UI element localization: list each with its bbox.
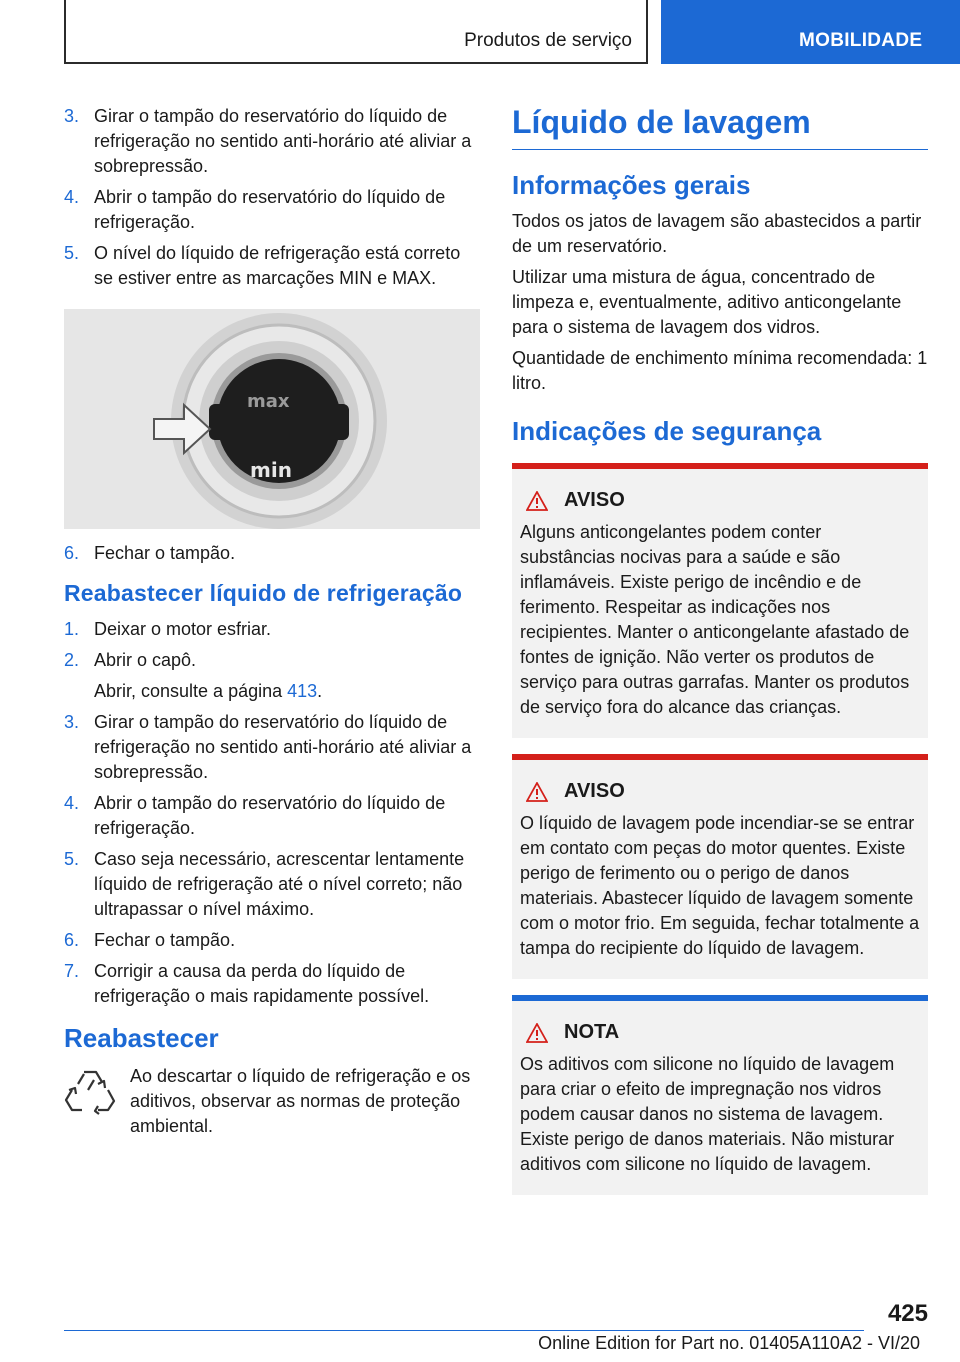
paragraph: Utilizar uma mistura de água, concentrado de limpeza e, eventualmente, aditivo anticongelante para o sistema de lavagem dos vidros. xyxy=(512,267,902,337)
page-reference: Abrir, consulte a página 413. xyxy=(94,681,323,701)
page-link[interactable]: 413 xyxy=(287,681,318,701)
section-heading: Reabastecer xyxy=(64,1023,219,1053)
page-title: Líquido de lavagem xyxy=(512,104,928,150)
min-mark: min xyxy=(250,458,292,482)
paragraph: Todos os jatos de lavagem são abastecidos a partir de um reservatório. xyxy=(512,211,922,256)
max-mark: max xyxy=(247,391,290,412)
note-box xyxy=(512,995,928,1195)
right-column xyxy=(512,104,928,1195)
list-item: 1. Deixar o motor esfriar. xyxy=(64,619,272,639)
recycle-icon xyxy=(64,1064,130,1139)
section-heading: Indicações de segurança xyxy=(512,416,822,446)
footer-edition: Online Edition for Part no. 01405A110A2 - VI/20 xyxy=(538,1333,920,1353)
warning-triangle-icon xyxy=(526,782,548,802)
warning-triangle-icon xyxy=(526,491,548,511)
header-section-tab xyxy=(64,0,648,64)
environment-text: Ao descartar o líquido de refrigeração e os aditivos, observar as normas de proteção ambiental. xyxy=(130,1066,471,1136)
warning-text: Alguns anticongelantes podem conter substâncias nocivas para a saúde e são inflamáveis. Existe perigo de incêndio e de ferimento. Respeitar as indicações nos recipientes. Manter o anticongelante afastado de fontes de ignição. Não verter os produtos de serviço para outras garrafas. Manter os produtos de serviço fora do alcance das crianças. xyxy=(520,522,910,717)
list-item: 7. Corrigir a causa da perda do líquido de refrigeração o mais rapidamente possível. xyxy=(64,961,430,1006)
warning-box xyxy=(512,754,928,979)
list-item: 5. Caso seja necessário, acrescentar lentamente líquido de refrigeração até o nível correto; não ultrapassar o nível máximo. xyxy=(64,849,465,919)
list-item: 3. Girar o tampão do reservatório do líquido de refrigeração no sentido anti-horário até aliviar a sobrepressão. xyxy=(64,712,472,782)
list-item: 5. O nível do líquido de refrigeração está correto se estiver entre as marcações MIN e MAX. xyxy=(64,243,461,288)
warning-label: AVISO xyxy=(564,489,625,511)
note-label: NOTA xyxy=(564,1021,620,1043)
coolant-reservoir-photo xyxy=(64,309,480,529)
list-item: 2. Abrir o capô. xyxy=(64,650,197,670)
warning-label: AVISO xyxy=(564,780,625,802)
list-item: 6. Fechar o tampão. xyxy=(64,930,236,950)
environment-note xyxy=(64,1064,476,1139)
header-chapter-tab xyxy=(661,0,960,64)
footer-divider xyxy=(64,1330,864,1331)
section-heading: Reabastecer líquido de refrigeração xyxy=(64,580,463,606)
header-chapter-label: MOBILIDADE xyxy=(799,30,923,51)
section-heading: Informações gerais xyxy=(512,170,751,200)
warning-text: O líquido de lavagem pode incendiar-se se entrar em contato com peças do motor quentes. Existe perigo de ferimento ou o perigo de danos materiais. Abastecer líquido de lavagem somente com o motor frio. Em seguida, fechar totalmente a tampa do recipiente do líquido de lavagem. xyxy=(520,813,920,958)
page-number: 425 xyxy=(887,1300,928,1327)
list-item: 3. Girar o tampão do reservatório do líquido de refrigeração no sentido anti-horário até aliviar a sobrepressão. xyxy=(64,106,472,176)
left-column xyxy=(64,104,476,1139)
header-section-label: Produtos de serviço xyxy=(464,30,632,51)
list-item: 6. Fechar o tampão. xyxy=(64,543,236,563)
list-item: 4. Abrir o tampão do reservatório do líquido de refrigeração. xyxy=(64,187,446,232)
warning-box xyxy=(512,463,928,738)
warning-triangle-icon xyxy=(526,1023,548,1043)
note-text: Os aditivos com silicone no líquido de lavagem para criar o efeito de impregnação nos vidros podem causar danos no sistema de lavagem. Existe perigo de danos materiais. Não misturar aditivos com silicone no líquido de lavagem. xyxy=(520,1054,895,1174)
paragraph: Quantidade de enchimento mínima recomendada: 1 litro. xyxy=(512,348,928,393)
list-item: 4. Abrir o tampão do reservatório do líquido de refrigeração. xyxy=(64,793,446,838)
